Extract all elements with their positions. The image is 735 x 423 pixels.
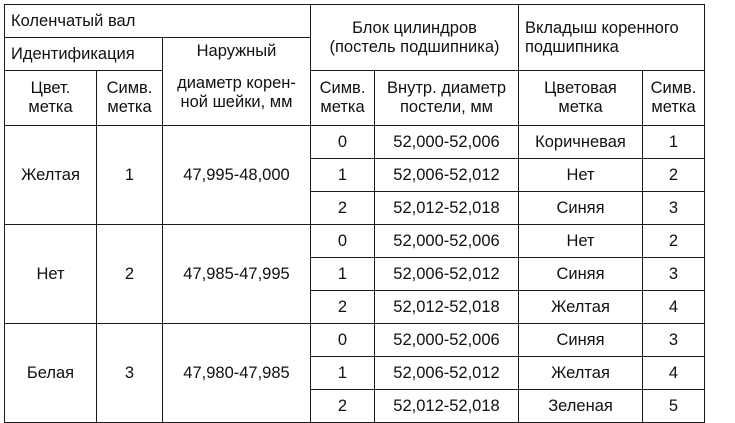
crankshaft-symbol-cell: 3 <box>97 324 163 423</box>
inner-diameter-cell: 52,006-52,012 <box>375 159 519 192</box>
outer-diameter-line3: ной шейки, мм <box>180 93 293 111</box>
inner-diameter-cell: 52,000-52,006 <box>375 225 519 258</box>
crankshaft-header: Коленчатый вал <box>5 5 311 38</box>
liner-color-cell: Синяя <box>519 192 643 225</box>
liner-color-line2: метка <box>558 98 603 116</box>
liner-symbol-header <box>643 71 705 126</box>
table-row <box>5 126 705 159</box>
liner-symbol-cell: 2 <box>643 225 705 258</box>
block-symbol-cell: 0 <box>311 225 375 258</box>
cylinder-block-header-line2: (постель подшипника) <box>329 37 500 56</box>
crankshaft-color-cell: Белая <box>5 324 97 423</box>
inner-diameter-cell: 52,000-52,006 <box>375 126 519 159</box>
inner-diameter-cell: 52,000-52,006 <box>375 324 519 357</box>
journal-diameter-cell: 47,995-48,000 <box>163 126 311 225</box>
liner-color-header <box>519 71 643 126</box>
table-row <box>5 324 705 357</box>
color-mark-line1: Цвет. <box>30 79 71 97</box>
liner-color-cell: Коричневая <box>519 126 643 159</box>
outer-diameter-header <box>163 38 311 126</box>
liner-header-line1: Вкладыш коренного <box>525 18 679 37</box>
inner-diameter-line1: Внутр. диаметр <box>387 79 506 97</box>
liner-color-line1: Цветовая <box>544 79 617 97</box>
crankshaft-symbol-cell: 2 <box>97 225 163 324</box>
main-bearing-liner-header <box>519 5 705 71</box>
block-symbol-line1: Симв. <box>319 79 366 97</box>
journal-diameter-cell: 47,985-47,995 <box>163 225 311 324</box>
color-mark-header <box>5 71 97 126</box>
outer-diameter-line2: диаметр корен- <box>177 74 296 92</box>
liner-symbol-cell: 5 <box>643 390 705 423</box>
liner-symbol-cell: 1 <box>643 126 705 159</box>
liner-symbol-cell: 3 <box>643 258 705 291</box>
symbol-mark-line1: Симв. <box>106 79 153 97</box>
block-symbol-cell: 1 <box>311 159 375 192</box>
inner-diameter-header <box>375 71 519 126</box>
liner-header-line2: подшипника <box>525 37 619 56</box>
liner-color-cell: Синяя <box>519 324 643 357</box>
symbol-mark-header <box>97 71 163 126</box>
block-symbol-cell: 2 <box>311 192 375 225</box>
inner-diameter-cell: 52,006-52,012 <box>375 258 519 291</box>
identification-header: Идентификация <box>5 38 163 71</box>
liner-color-cell: Зеленая <box>519 390 643 423</box>
block-symbol-cell: 1 <box>311 357 375 390</box>
block-symbol-line2: метка <box>320 98 365 116</box>
liner-color-cell: Нет <box>519 225 643 258</box>
inner-diameter-cell: 52,012-52,018 <box>375 291 519 324</box>
inner-diameter-cell: 52,006-52,012 <box>375 357 519 390</box>
liner-color-cell: Нет <box>519 159 643 192</box>
table-row <box>5 225 705 258</box>
liner-symbol-cell: 4 <box>643 357 705 390</box>
crankshaft-symbol-cell: 1 <box>97 126 163 225</box>
liner-symbol-cell: 2 <box>643 159 705 192</box>
journal-diameter-cell: 47,980-47,985 <box>163 324 311 423</box>
block-symbol-header <box>311 71 375 126</box>
bearing-selection-table <box>4 4 705 423</box>
liner-symbol-line2: метка <box>651 98 696 116</box>
liner-color-cell: Желтая <box>519 357 643 390</box>
crankshaft-color-cell: Желтая <box>5 126 97 225</box>
liner-color-cell: Желтая <box>519 291 643 324</box>
block-symbol-cell: 1 <box>311 258 375 291</box>
liner-color-cell: Синяя <box>519 258 643 291</box>
inner-diameter-line2: постели, мм <box>399 98 494 116</box>
block-symbol-cell: 2 <box>311 390 375 423</box>
inner-diameter-cell: 52,012-52,018 <box>375 390 519 423</box>
liner-symbol-cell: 3 <box>643 324 705 357</box>
liner-symbol-cell: 3 <box>643 192 705 225</box>
cylinder-block-header-line1: Блок цилиндров <box>352 18 477 37</box>
inner-diameter-cell: 52,012-52,018 <box>375 192 519 225</box>
block-symbol-cell: 0 <box>311 126 375 159</box>
crankshaft-color-cell: Нет <box>5 225 97 324</box>
liner-symbol-line1: Симв. <box>650 79 697 97</box>
symbol-mark-line2: метка <box>107 98 152 116</box>
outer-diameter-line1: Наружный <box>196 42 277 60</box>
block-symbol-cell: 0 <box>311 324 375 357</box>
liner-symbol-cell: 4 <box>643 291 705 324</box>
color-mark-line2: метка <box>28 98 73 116</box>
block-symbol-cell: 2 <box>311 291 375 324</box>
cylinder-block-header <box>311 5 519 71</box>
